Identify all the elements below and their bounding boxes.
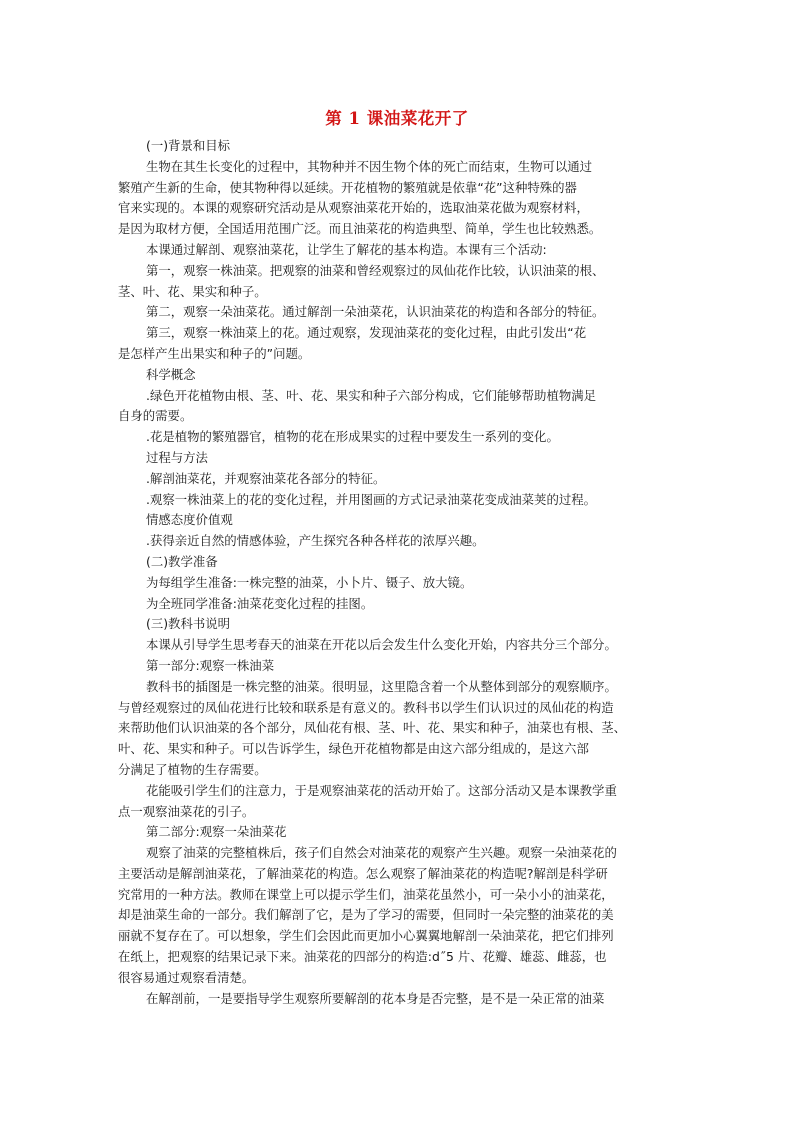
paragraph-line: 在解剖前，一是要指导学生观察所要解剖的花本身是否完整，是不是一朵正常的油菜 [146, 990, 605, 1006]
bullet-line: .花是植物的繁殖器官，植物的花在形成果实的过程中要发生一系列的变化。 [146, 429, 559, 445]
paragraph-line: 是怎样产生出果实和种子的”问题。 [118, 345, 311, 361]
paragraph-line: 自身的需要。 [118, 408, 193, 424]
section-heading: (三)教科书说明 [146, 616, 231, 632]
paragraph-line: 是因为取材方便，全国适用范围广泛。而且油菜花的构造典型、简单，学生也比较熟悉。 [118, 221, 602, 237]
paragraph-line: 点一观察油菜花的引子。 [118, 803, 255, 819]
paragraph-line: 本课通过解剖、观察油菜花，让学生了解花的基本构造。本课有三个活动: [146, 241, 547, 257]
section-heading: (二)教学准备 [146, 553, 218, 569]
paragraph-line: 花能吸引学生们的注意力，于是观察油菜花的活动开始了。这部分活动又是本课教学重 [146, 782, 617, 798]
paragraph-line: 却是油菜生命的一部分。我们解剖了它，是为了学习的需要，但同时一朵完整的油菜花的美 [118, 907, 614, 923]
section-heading: (一)背景和目标 [146, 138, 231, 153]
paragraph-line: 来帮助他们认识油菜的各个部分，凤仙花有根、茎、叶、花、果实和种子，油菜也有根、茎、 [118, 720, 627, 736]
paragraph-line: 与曾经观察过的凤仙花进行比较和联系是有意义的。教科书以学生们认识过的凤仙花的构造 [118, 699, 614, 715]
paragraph-line: 茎、叶、花、果实和种子。 [118, 283, 267, 299]
paragraph-line: 观察了油菜的完整植株后，孩子们自然会对油菜花的观察产生兴趣。观察一朵油菜花的 [146, 845, 617, 861]
subsection-heading: 过程与方法 [146, 449, 208, 465]
paragraph-line: 为全班同学准备:油菜花变化过程的挂图。 [146, 595, 374, 611]
paragraph-line: 生物在其生长变化的过程中，其物种并不因生物个体的死亡而结束，生物可以通过 [146, 158, 593, 174]
paragraph-line: 第一，观察一株油菜。把观察的油菜和曾经观察过的凤仙花作比较，认识油菜的根、 [146, 262, 605, 278]
paragraph-line: 很容易通过观察看清楚。 [118, 969, 255, 985]
subsection-heading: 科学概念 [146, 366, 196, 382]
paragraph-line: 究常用的一种方法。教师在课堂上可以提示学生们，油菜花虽然小，可一朵小小的油菜花， [118, 886, 614, 902]
paragraph-line: 繁殖产生新的生命，使其物种得以延续。开花植物的繁殖就是依靠“花”这种特殊的器 [118, 179, 577, 195]
paragraph-line: 为每组学生准备:一株完整的油菜，小卜片、镊子、放大镜。 [146, 574, 473, 590]
paragraph-line: 第二，观察一朵油菜花。通过解剖一朵油菜花，认识油菜花的构造和各部分的特征。 [146, 304, 605, 320]
bullet-line: .解剖油菜花，并观察油菜花各部分的特征。 [146, 470, 386, 486]
subsection-heading: 第二部分:观察一朵油菜花 [146, 824, 287, 840]
bullet-line: .绿色开花植物由根、茎、叶、花、果实和种子六部分构成，它们能够帮助植物满足 [146, 387, 597, 403]
document-body [118, 136, 678, 1009]
bullet-line: .获得亲近自然的情感体验，产生探究各种各样花的浓厚兴趣。 [146, 533, 485, 549]
paragraph-line: 主要活动是解剖油菜花，了解油菜花的构造。怎么观察了解油菜花的构造呢?解剖是科学研 [118, 865, 608, 881]
paragraph-line: 本课从引导学生思考春天的油菜在开花以后会发生什么变化开始，内容共分三个部分。 [146, 637, 617, 653]
subsection-heading: 情感态度价值观 [146, 512, 233, 528]
paragraph-line: 第三，观察一株油菜上的花。通过观察，发现油菜花的变化过程，由此引发出“花 [146, 325, 587, 341]
paragraph-line: 教科书的插图是一株完整的油菜。很明显，这里隐含着一个从整体到部分的观察顺序。 [146, 678, 617, 694]
subsection-heading: 第一部分:观察一株油菜 [146, 657, 275, 673]
paragraph-line: 在纸上，把观察的结果记录下来。油菜花的四部分的构造:d˝5 片、花瓣、雄蕊、雌蕊，也 [118, 949, 607, 965]
page-title: 第 1 课油菜花开了 [325, 109, 469, 128]
paragraph-line: 官来实现的。本课的观察研究活动是从观察油菜花开始的，选取油菜花做为观察材料， [118, 200, 589, 216]
paragraph-line: 叶、花、果实和种子。可以告诉学生，绿色开花植物都是由这六部分组成的，是这六部 [118, 741, 589, 757]
bullet-line: .观察一株油菜上的花的变化过程，并用图画的方式记录油菜花变成油菜荚的过程。 [146, 491, 597, 507]
paragraph-line: 丽就不复存在了。可以想象，学生们会因此而更加小心翼翼地解剖一朵油菜花，把它们排列 [118, 928, 614, 944]
paragraph-line: 分满足了植物的生存需要。 [118, 761, 267, 777]
